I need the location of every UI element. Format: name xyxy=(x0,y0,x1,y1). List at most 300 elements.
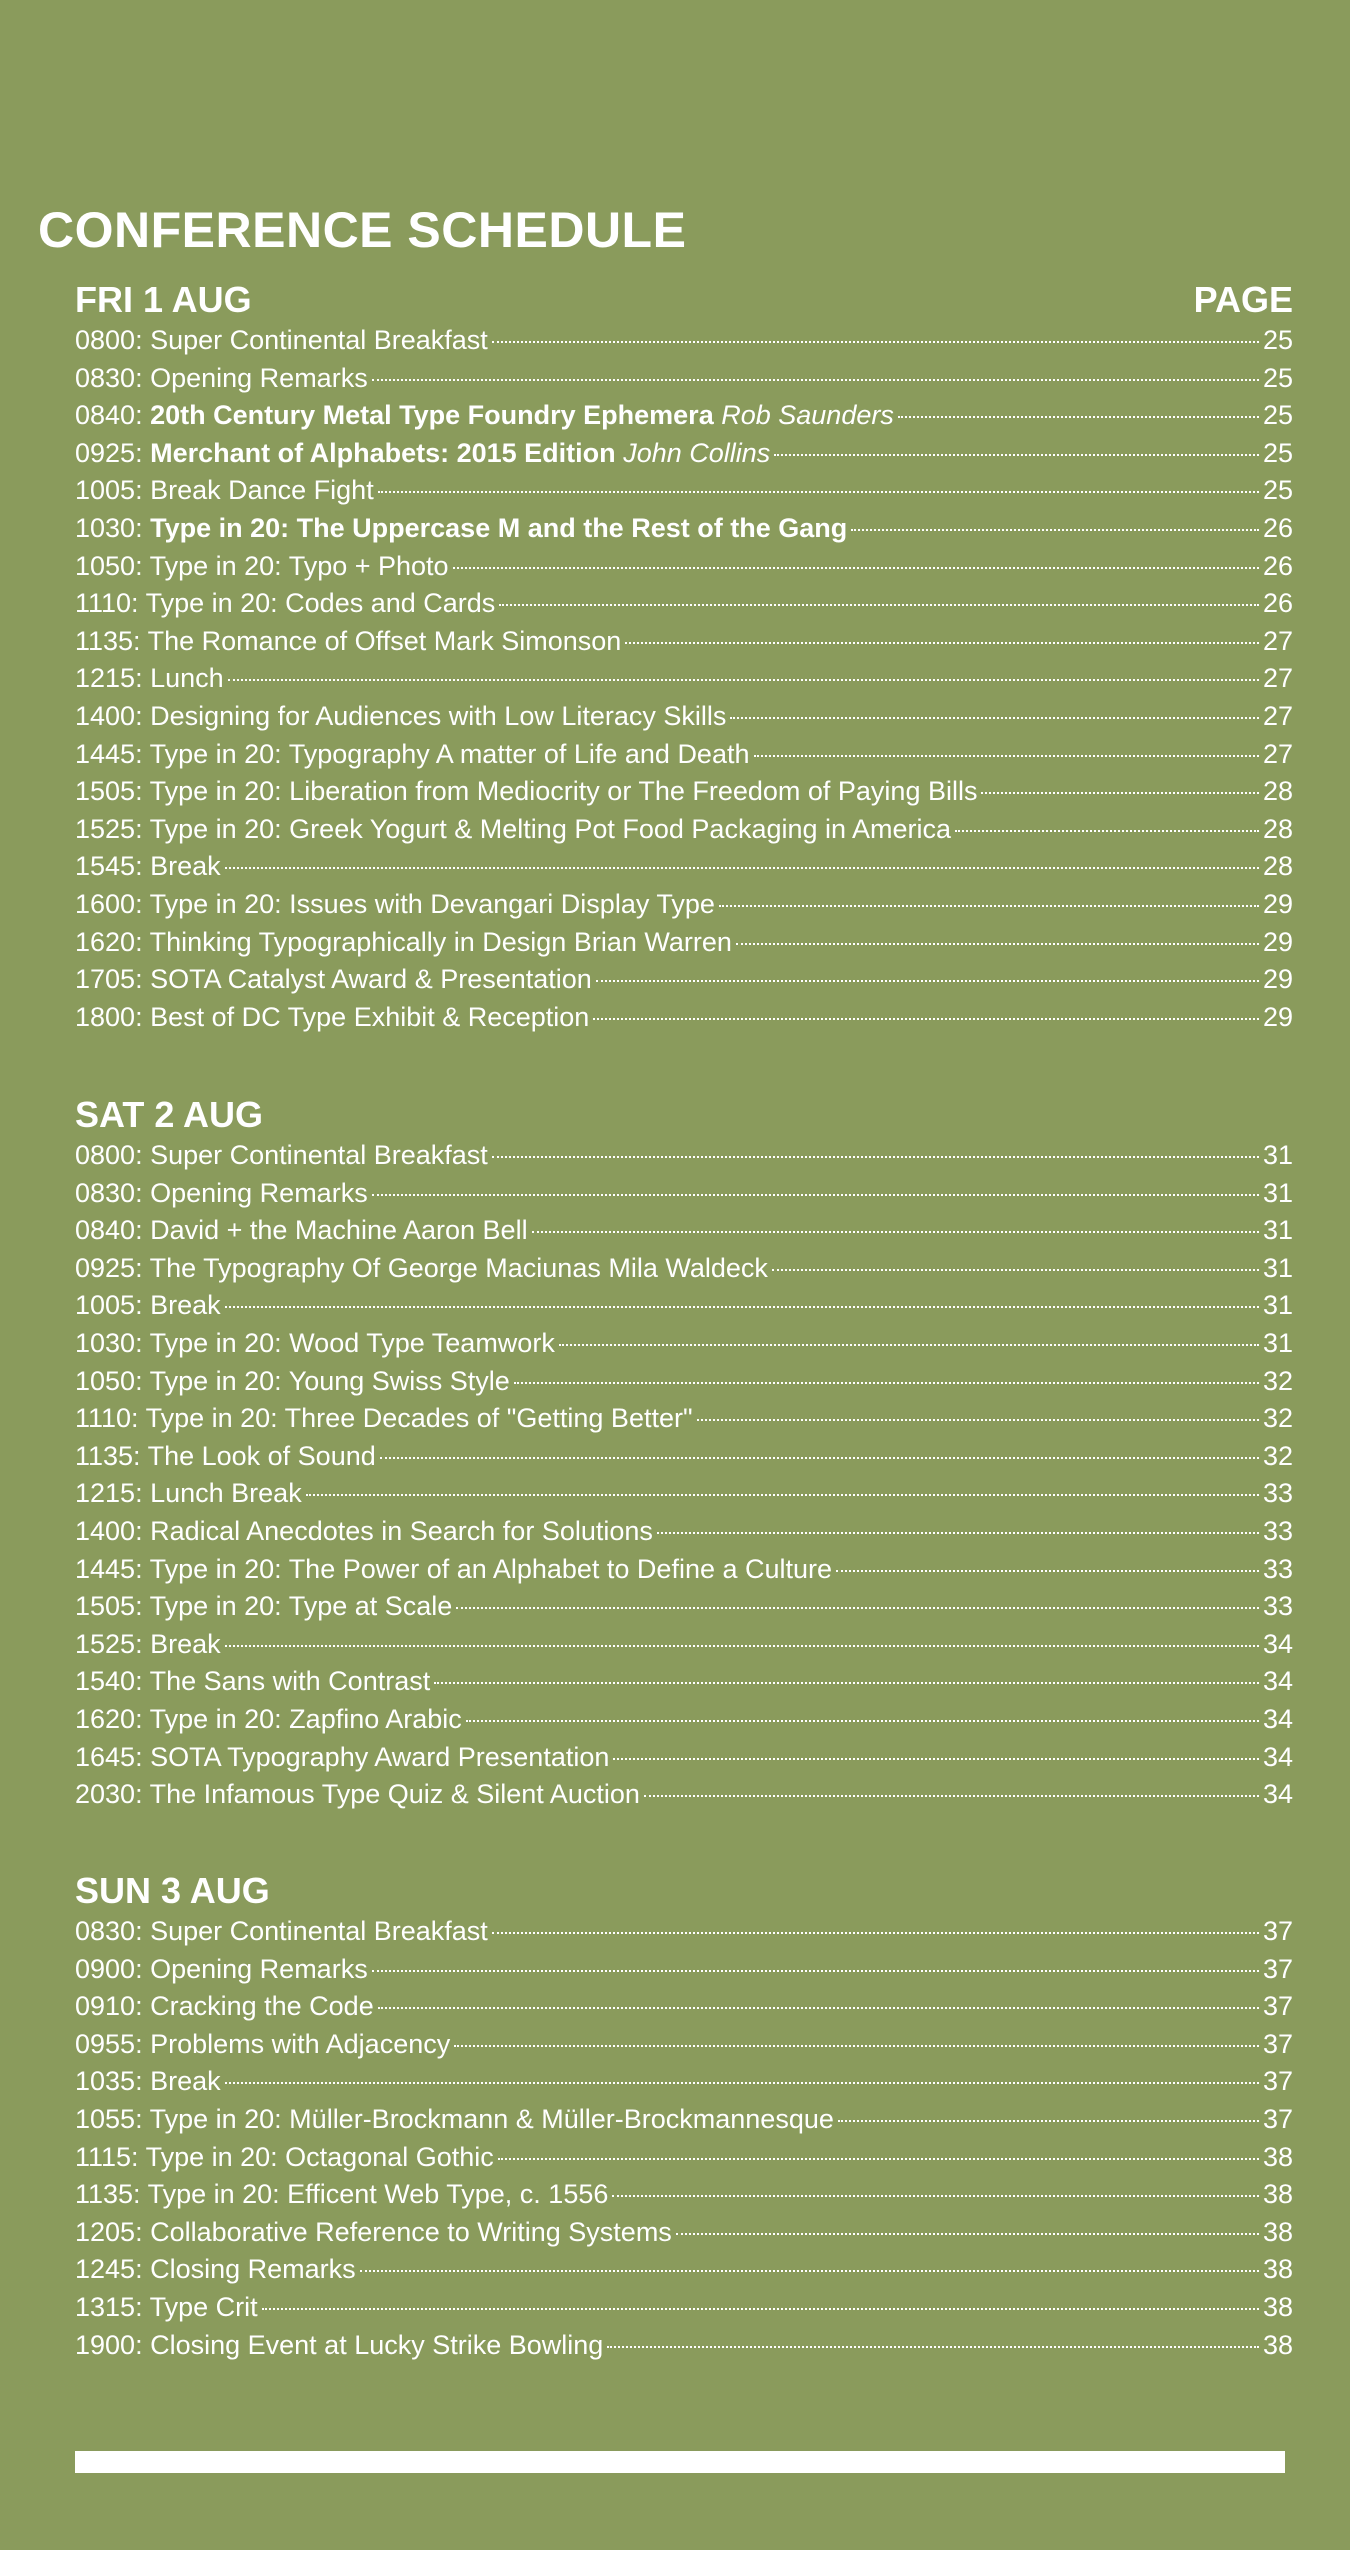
dot-leader xyxy=(453,567,1259,569)
dot-leader xyxy=(262,2308,1259,2310)
schedule-row xyxy=(75,1701,1293,1739)
session-time: 2030: xyxy=(75,1779,143,1810)
session-text xyxy=(75,1325,555,1363)
schedule-row xyxy=(75,322,1293,360)
dot-leader xyxy=(719,905,1259,907)
session-text xyxy=(75,886,715,924)
session-title: David + the Machine Aaron Bell xyxy=(150,1215,528,1246)
session-time: 0800: xyxy=(75,1140,143,1170)
session-title: Type in 20: Young Swiss Style xyxy=(149,1365,510,1396)
page-number: 29 xyxy=(1262,926,1293,957)
session-text xyxy=(75,999,589,1037)
schedule-row xyxy=(75,811,1293,849)
page-number: 27 xyxy=(1262,663,1293,694)
page-number: 34 xyxy=(1262,1703,1293,1734)
page-number: 37 xyxy=(1262,1953,1293,1984)
page-number: 38 xyxy=(1262,2254,1293,2285)
session-title: Closing Event at Lucky Strike Bowling xyxy=(150,2329,604,2360)
dot-leader xyxy=(644,1795,1259,1797)
session-time: 1135: xyxy=(75,2179,141,2210)
session-title: Type in 20: Codes and Cards xyxy=(145,588,496,619)
schedule-row xyxy=(75,1250,1293,1288)
schedule-row xyxy=(75,2214,1293,2252)
page-number: 38 xyxy=(1262,2141,1293,2172)
session-text xyxy=(75,585,495,623)
session-title: Lunch xyxy=(150,663,224,694)
session-speaker: Rob Saunders xyxy=(721,400,894,431)
session-text xyxy=(75,660,224,698)
session-time: 1110: xyxy=(75,588,139,619)
schedule-row xyxy=(75,924,1293,962)
page-number: 37 xyxy=(1262,1916,1293,1946)
schedule-row xyxy=(75,1475,1293,1513)
dot-leader xyxy=(225,1645,1259,1647)
page-number: 34 xyxy=(1262,1628,1293,1659)
session-time: 1245: xyxy=(75,2254,143,2285)
session-text xyxy=(75,1951,368,1989)
session-text xyxy=(75,360,368,398)
session-title: SOTA Typography Award Presentation xyxy=(150,1741,610,1772)
dot-leader xyxy=(456,1607,1259,1609)
session-title: Opening Remarks xyxy=(150,1953,368,1984)
session-text xyxy=(75,2176,608,2214)
session-time: 1135: xyxy=(75,1440,141,1471)
dot-leader xyxy=(225,867,1259,869)
session-text xyxy=(75,2289,258,2327)
session-time: 1215: xyxy=(75,1478,143,1509)
page-number: 37 xyxy=(1262,2103,1293,2134)
page-number: 26 xyxy=(1262,588,1293,619)
schedule-row xyxy=(75,1513,1293,1551)
page-number: 34 xyxy=(1262,1779,1293,1810)
session-time: 1050: xyxy=(75,550,143,581)
page-number: 32 xyxy=(1262,1440,1293,1471)
session-time: 1005: xyxy=(75,1290,143,1321)
page-number: 38 xyxy=(1262,2216,1293,2247)
session-time: 1055: xyxy=(75,2103,143,2134)
session-time: 1525: xyxy=(75,813,143,844)
schedule-row xyxy=(75,1776,1293,1814)
dot-leader xyxy=(228,679,1259,681)
session-title: Opening Remarks xyxy=(150,1177,368,1208)
session-time: 1400: xyxy=(75,1515,143,1546)
session-text xyxy=(75,698,726,736)
session-title: Type Crit xyxy=(149,2291,258,2322)
session-text xyxy=(75,2139,494,2177)
page-number: 37 xyxy=(1262,2028,1293,2059)
dot-leader xyxy=(360,2270,1259,2272)
dot-leader xyxy=(774,454,1259,456)
session-time: 0800: xyxy=(75,325,143,355)
session-title: Break xyxy=(150,851,221,882)
day-label: SAT 2 AUG xyxy=(75,1094,264,1135)
dot-leader xyxy=(613,1758,1259,1760)
schedule-list xyxy=(75,322,1293,1036)
session-text xyxy=(75,924,732,962)
dot-leader xyxy=(955,830,1259,832)
schedule-row xyxy=(75,848,1293,886)
dot-leader xyxy=(625,642,1259,644)
day-header xyxy=(75,278,1293,322)
session-time: 0830: xyxy=(75,1177,143,1208)
page-number: 31 xyxy=(1262,1215,1293,1246)
dot-leader xyxy=(514,1382,1259,1384)
dot-leader xyxy=(559,1344,1259,1346)
dot-leader xyxy=(372,1194,1259,1196)
schedule-row xyxy=(75,1663,1293,1701)
session-time: 1620: xyxy=(75,926,143,957)
session-time: 1035: xyxy=(75,2066,143,2097)
session-time: 1505: xyxy=(75,776,143,807)
session-title: Merchant of Alphabets: 2015 Edition xyxy=(150,437,616,468)
dot-leader xyxy=(736,943,1259,945)
session-title: Collaborative Reference to Writing Systems xyxy=(150,2216,672,2247)
page-number: 31 xyxy=(1262,1177,1293,1208)
session-title: Cracking the Code xyxy=(150,1991,374,2022)
session-title: Lunch Break xyxy=(150,1478,302,1509)
session-time: 1400: xyxy=(75,700,143,731)
schedule-row xyxy=(75,698,1293,736)
dot-leader xyxy=(730,717,1259,719)
session-text xyxy=(75,848,221,886)
session-title: Break xyxy=(150,2066,221,2097)
session-text xyxy=(75,1988,374,2026)
session-time: 1445: xyxy=(75,738,143,769)
session-title: Problems with Adjacency xyxy=(150,2028,451,2059)
schedule-row xyxy=(75,736,1293,774)
session-title: Type in 20: Octagonal Gothic xyxy=(145,2141,494,2172)
session-text xyxy=(75,1663,430,1701)
session-time: 1030: xyxy=(75,512,143,543)
session-title: Super Continental Breakfast xyxy=(150,325,488,355)
dot-leader xyxy=(498,2158,1259,2160)
schedule-row xyxy=(75,548,1293,586)
page-number: 38 xyxy=(1262,2329,1293,2360)
session-title: Closing Remarks xyxy=(150,2254,356,2285)
day-section-sun xyxy=(75,1869,1293,2364)
schedule-row xyxy=(75,1438,1293,1476)
dot-leader xyxy=(607,2346,1259,2348)
session-text xyxy=(75,623,621,661)
schedule-row xyxy=(75,1212,1293,1250)
session-time: 0925: xyxy=(75,1252,143,1283)
session-text xyxy=(75,961,592,999)
dot-leader xyxy=(697,1419,1259,1421)
session-time: 1030: xyxy=(75,1327,143,1358)
page-number: 37 xyxy=(1262,2066,1293,2097)
page-number: 26 xyxy=(1262,550,1293,581)
page-number: 28 xyxy=(1262,851,1293,882)
session-time: 0830: xyxy=(75,1916,143,1946)
schedule-row xyxy=(75,472,1293,510)
dot-leader xyxy=(596,980,1259,982)
dot-leader xyxy=(454,2045,1259,2047)
schedule-row xyxy=(75,1951,1293,1989)
session-time: 1505: xyxy=(75,1591,143,1622)
session-title: Break xyxy=(150,1628,221,1659)
schedule-row xyxy=(75,1739,1293,1777)
schedule-row xyxy=(75,2289,1293,2327)
page-number: 31 xyxy=(1262,1252,1293,1283)
session-time: 1900: xyxy=(75,2329,143,2360)
schedule-row xyxy=(75,397,1293,435)
session-text xyxy=(75,1475,302,1513)
session-text xyxy=(75,2026,450,2064)
session-title: The Infamous Type Quiz & Silent Auction xyxy=(149,1779,640,1810)
page-number: 38 xyxy=(1262,2179,1293,2210)
session-text xyxy=(75,811,951,849)
page-number: 31 xyxy=(1262,1290,1293,1321)
session-title: The Typography Of George Maciunas Mila Waldeck xyxy=(149,1252,768,1283)
dot-leader xyxy=(492,341,1259,343)
session-title: Break xyxy=(150,1290,221,1321)
session-time: 1800: xyxy=(75,1001,143,1032)
dot-leader xyxy=(225,2082,1259,2084)
dot-leader xyxy=(499,604,1259,606)
dot-leader xyxy=(306,1494,1259,1496)
page-number: 34 xyxy=(1262,1666,1293,1697)
page-number: 33 xyxy=(1262,1478,1293,1509)
page-number: 32 xyxy=(1262,1365,1293,1396)
session-time: 0840: xyxy=(75,1215,143,1246)
page-number: 33 xyxy=(1262,1553,1293,1584)
dot-leader xyxy=(772,1269,1259,1271)
dot-leader xyxy=(372,1970,1259,1972)
schedule-row xyxy=(75,623,1293,661)
dot-leader xyxy=(492,1156,1259,1158)
page-number: 27 xyxy=(1262,625,1293,656)
session-time: 1050: xyxy=(75,1365,143,1396)
session-time: 1545: xyxy=(75,851,143,882)
page-number: 25 xyxy=(1262,400,1293,431)
dot-leader xyxy=(532,1231,1259,1233)
schedule-row xyxy=(75,1325,1293,1363)
schedule-row xyxy=(75,2026,1293,2064)
page-number: 25 xyxy=(1262,437,1293,468)
session-time: 1215: xyxy=(75,663,143,694)
session-time: 1540: xyxy=(75,1666,143,1697)
schedule-row xyxy=(75,2101,1293,2139)
session-text xyxy=(75,548,449,586)
schedule-row xyxy=(75,1287,1293,1325)
session-text xyxy=(75,1212,528,1250)
page-number: 26 xyxy=(1262,512,1293,543)
session-text xyxy=(75,2214,672,2252)
session-title: Super Continental Breakfast xyxy=(150,1916,488,1946)
page-number: 37 xyxy=(1262,1991,1293,2022)
schedule-row xyxy=(75,1626,1293,1664)
session-time: 1315: xyxy=(75,2291,143,2322)
page-column-label: PAGE xyxy=(1193,279,1293,320)
session-text xyxy=(75,2327,603,2365)
session-title: Type in 20: The Power of an Alphabet to Define a Culture xyxy=(149,1553,833,1584)
schedule-row xyxy=(75,961,1293,999)
dot-leader xyxy=(981,792,1258,794)
session-title: Type in 20: Wood Type Teamwork xyxy=(149,1327,555,1358)
session-text xyxy=(75,1776,640,1814)
session-text xyxy=(75,397,894,435)
session-text xyxy=(75,1400,693,1438)
day-label: SUN 3 AUG xyxy=(75,1870,270,1911)
page-number: 33 xyxy=(1262,1591,1293,1622)
session-text xyxy=(75,510,847,548)
dot-leader xyxy=(380,1457,1259,1459)
session-title: Break Dance Fight xyxy=(150,475,374,506)
schedule-row xyxy=(75,1551,1293,1589)
page-number: 31 xyxy=(1262,1327,1293,1358)
page-number: 27 xyxy=(1262,700,1293,731)
session-text xyxy=(75,1551,832,1589)
session-time: 1600: xyxy=(75,888,143,919)
page-number: 25 xyxy=(1262,475,1293,506)
page-number: 29 xyxy=(1262,964,1293,995)
day-section-sat xyxy=(75,1093,1293,1814)
session-title: Type in 20: The Uppercase M and the Rest of the Gang xyxy=(150,512,848,543)
session-time: 0840: xyxy=(75,400,143,431)
dot-leader xyxy=(851,529,1259,531)
session-time: 1115: xyxy=(75,2141,139,2172)
session-time: 0830: xyxy=(75,362,143,393)
session-time: 1110: xyxy=(75,1403,139,1434)
dot-leader xyxy=(836,1570,1259,1572)
session-title: The Romance of Offset Mark Simonson xyxy=(147,625,622,656)
session-text xyxy=(75,736,750,774)
day-header xyxy=(75,1869,1293,1913)
session-text xyxy=(75,1913,488,1951)
dot-leader xyxy=(838,2120,1259,2122)
schedule-row xyxy=(75,2139,1293,2177)
page-number: 31 xyxy=(1262,1140,1293,1170)
session-text xyxy=(75,2101,834,2139)
session-title: Type in 20: Liberation from Mediocrity or The Freedom of Paying Bills xyxy=(149,776,978,807)
schedule-row xyxy=(75,773,1293,811)
session-title: Type in 20: Müller-Brockmann & Müller-Brockmannesque xyxy=(149,2103,834,2134)
dot-leader xyxy=(676,2233,1259,2235)
page-number: 25 xyxy=(1262,325,1293,355)
session-text xyxy=(75,1739,609,1777)
dot-leader xyxy=(378,491,1259,493)
session-title: Type in 20: Typo + Photo xyxy=(149,550,449,581)
page-number: 32 xyxy=(1262,1403,1293,1434)
dot-leader xyxy=(754,755,1259,757)
day-section-fri xyxy=(75,278,1293,1036)
session-text xyxy=(75,773,977,811)
session-text xyxy=(75,2063,221,2101)
dot-leader xyxy=(225,1306,1259,1308)
session-text xyxy=(75,1175,368,1213)
schedule-row xyxy=(75,585,1293,623)
session-text xyxy=(75,1513,653,1551)
schedule-row xyxy=(75,2176,1293,2214)
session-text xyxy=(75,1287,221,1325)
dot-leader xyxy=(378,2007,1259,2009)
page-number: 34 xyxy=(1262,1741,1293,1772)
session-text xyxy=(75,1137,488,1175)
session-text xyxy=(75,472,374,510)
schedule-row xyxy=(75,999,1293,1037)
schedule-list xyxy=(75,1913,1293,2364)
session-title: Type in 20: Zapfino Arabic xyxy=(149,1703,462,1734)
schedule-row xyxy=(75,435,1293,473)
session-time: 1205: xyxy=(75,2216,143,2247)
schedule-list xyxy=(75,1137,1293,1814)
day-header xyxy=(75,1093,1293,1137)
session-title: Super Continental Breakfast xyxy=(150,1140,488,1170)
session-title: SOTA Catalyst Award & Presentation xyxy=(150,964,592,995)
schedule-row xyxy=(75,2251,1293,2289)
page-title: CONFERENCE SCHEDULE xyxy=(38,202,687,258)
footer-bar xyxy=(75,2451,1285,2473)
session-title: Type in 20: Issues with Devangari Display Type xyxy=(149,888,715,919)
session-time: 1135: xyxy=(75,625,141,656)
session-text xyxy=(75,1701,462,1739)
schedule-row xyxy=(75,886,1293,924)
schedule-row xyxy=(75,1363,1293,1401)
session-text xyxy=(75,2251,356,2289)
session-speaker: John Collins xyxy=(623,437,771,468)
page-number: 29 xyxy=(1262,1001,1293,1032)
schedule-row xyxy=(75,1175,1293,1213)
session-title: 20th Century Metal Type Foundry Ephemera xyxy=(150,400,714,431)
session-time: 1620: xyxy=(75,1703,143,1734)
schedule-row xyxy=(75,2327,1293,2365)
session-title: Type in 20: Efficent Web Type, c. 1556 xyxy=(147,2179,609,2210)
session-time: 1005: xyxy=(75,475,143,506)
session-title: The Look of Sound xyxy=(147,1440,376,1471)
dot-leader xyxy=(492,1932,1259,1934)
dot-leader xyxy=(434,1682,1259,1684)
dot-leader xyxy=(466,1720,1259,1722)
session-title: Type in 20: Greek Yogurt & Melting Pot Food Packaging in America xyxy=(149,813,952,844)
session-title: Type in 20: Typography A matter of Life and Death xyxy=(149,738,750,769)
session-title: Type in 20: Three Decades of "Getting Better" xyxy=(145,1403,693,1434)
schedule-row xyxy=(75,1988,1293,2026)
page-number: 28 xyxy=(1262,813,1293,844)
dot-leader xyxy=(898,416,1259,418)
page-number: 38 xyxy=(1262,2291,1293,2322)
schedule-row xyxy=(75,510,1293,548)
session-text xyxy=(75,435,770,473)
page-number: 27 xyxy=(1262,738,1293,769)
session-title: Opening Remarks xyxy=(150,362,368,393)
session-title: Type in 20: Type at Scale xyxy=(149,1591,453,1622)
session-time: 1645: xyxy=(75,1741,143,1772)
session-title: Best of DC Type Exhibit & Reception xyxy=(150,1001,590,1032)
session-time: 1525: xyxy=(75,1628,143,1659)
schedule-row xyxy=(75,1913,1293,1951)
session-title: The Sans with Contrast xyxy=(149,1666,431,1697)
session-text xyxy=(75,1438,376,1476)
session-time: 0900: xyxy=(75,1953,143,1984)
session-text xyxy=(75,1588,452,1626)
session-time: 0925: xyxy=(75,437,143,468)
session-time: 1705: xyxy=(75,964,143,995)
schedule-row xyxy=(75,2063,1293,2101)
page-number: 28 xyxy=(1262,776,1293,807)
session-time: 1445: xyxy=(75,1553,143,1584)
session-text xyxy=(75,1363,510,1401)
session-title: Thinking Typographically in Design Brian Warren xyxy=(149,926,732,957)
dot-leader xyxy=(657,1532,1259,1534)
dot-leader xyxy=(372,379,1259,381)
page-number: 29 xyxy=(1262,888,1293,919)
session-title: Designing for Audiences with Low Literacy Skills xyxy=(150,700,727,731)
schedule-row xyxy=(75,660,1293,698)
schedule-row xyxy=(75,1588,1293,1626)
schedule-row xyxy=(75,1137,1293,1175)
schedule-row xyxy=(75,1400,1293,1438)
page-number: 25 xyxy=(1262,362,1293,393)
